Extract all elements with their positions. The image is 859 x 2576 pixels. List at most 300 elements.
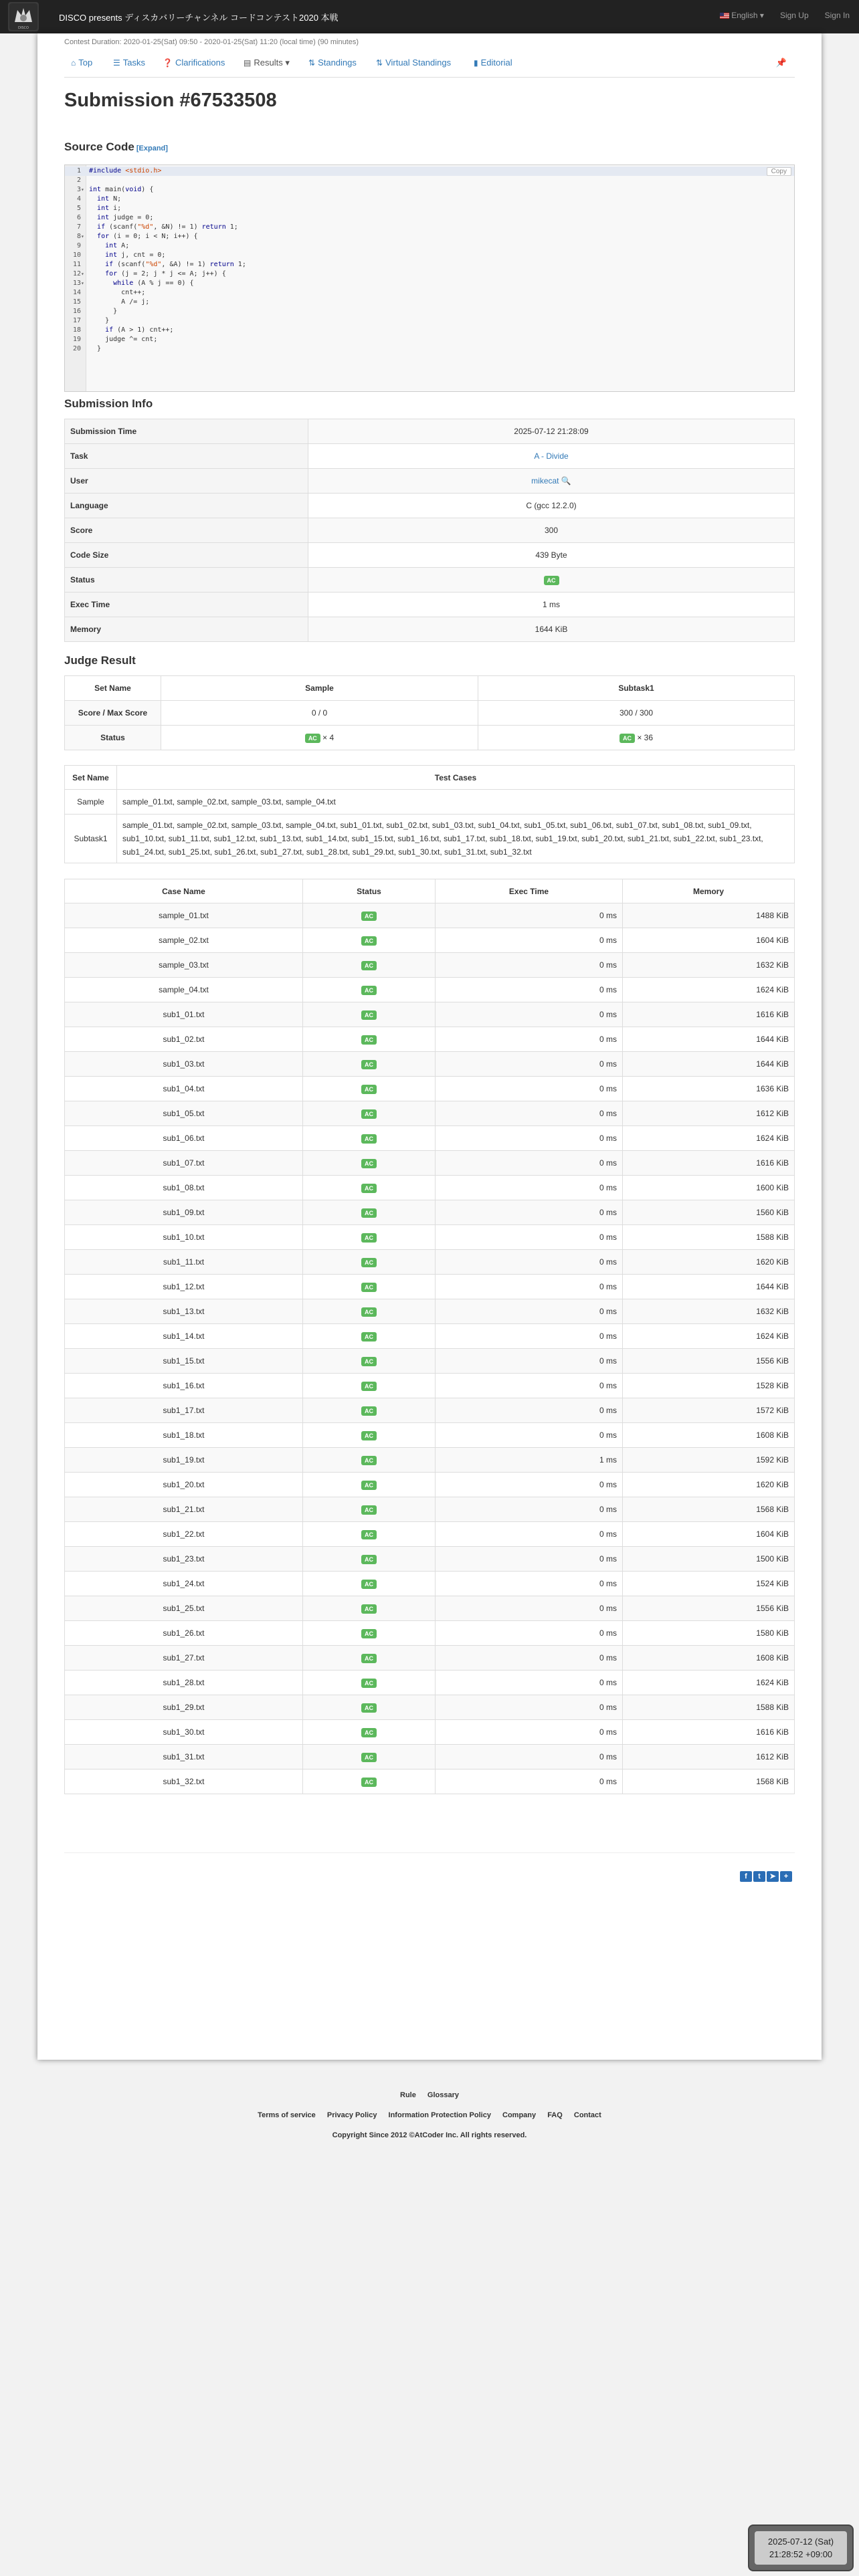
- table-row: [65, 419, 795, 444]
- case-name: sub1_10.txt: [65, 1225, 303, 1250]
- case-name: sub1_31.txt: [65, 1745, 303, 1769]
- table-row: [65, 543, 795, 568]
- footer-link[interactable]: Contact: [573, 2111, 601, 2119]
- status-badge: AC: [361, 1208, 377, 1218]
- pin-icon[interactable]: 📌: [775, 58, 787, 68]
- case-status-cell: [303, 953, 436, 978]
- column-header: Set Name: [65, 766, 117, 790]
- main-panel: [37, 33, 822, 2060]
- status-badge: AC: [361, 1728, 377, 1737]
- case-memory: 1588 KiB: [623, 1695, 795, 1720]
- case-memory: 1560 KiB: [623, 1200, 795, 1225]
- table-row: [65, 1126, 795, 1151]
- status-badge: AC: [361, 1629, 377, 1638]
- status-badge: AC: [361, 1060, 377, 1069]
- status-badge: AC: [361, 1307, 377, 1317]
- case-name: sub1_28.txt: [65, 1671, 303, 1695]
- case-status-cell: [303, 1423, 436, 1448]
- case-memory: 1632 KiB: [623, 953, 795, 978]
- case-name: sub1_23.txt: [65, 1547, 303, 1572]
- row-label: Memory: [65, 617, 308, 642]
- status-badge: AC: [361, 1778, 377, 1787]
- table-row: [65, 1077, 795, 1101]
- status-badge: AC: [361, 1357, 377, 1366]
- book-icon: ▮: [474, 58, 478, 68]
- case-name: sub1_30.txt: [65, 1720, 303, 1745]
- table-row: [65, 1176, 795, 1200]
- table-row: [65, 903, 795, 928]
- case-name: sub1_25.txt: [65, 1596, 303, 1621]
- case-name: sub1_27.txt: [65, 1646, 303, 1671]
- test-sets-table: [64, 765, 795, 863]
- status-badge: AC: [361, 1505, 377, 1515]
- code-line: 4 int N;: [76, 195, 122, 203]
- case-memory: 1636 KiB: [623, 1077, 795, 1101]
- share-buttons: [740, 1871, 792, 1882]
- footer-link[interactable]: Glossary: [427, 2091, 459, 2099]
- case-name: sub1_07.txt: [65, 1151, 303, 1176]
- case-exec-time: 0 ms: [436, 1646, 623, 1671]
- case-name: sample_02.txt: [65, 928, 303, 953]
- case-name: sub1_02.txt: [65, 1027, 303, 1052]
- case-status-cell: [303, 1002, 436, 1027]
- table-row: [65, 1522, 795, 1547]
- case-name: sub1_04.txt: [65, 1077, 303, 1101]
- case-status-cell: [303, 1200, 436, 1225]
- footer-link[interactable]: Company: [502, 2111, 537, 2119]
- case-status-cell: [303, 1126, 436, 1151]
- score-value: 300: [308, 518, 795, 543]
- case-exec-time: 0 ms: [436, 1473, 623, 1497]
- case-status-cell: [303, 903, 436, 928]
- case-exec-time: 0 ms: [436, 1176, 623, 1200]
- status-badge: AC: [361, 1604, 377, 1614]
- case-status-cell: [303, 1250, 436, 1275]
- sort-icon: ⇅: [376, 58, 383, 68]
- case-memory: 1644 KiB: [623, 1027, 795, 1052]
- status-badge: AC: [361, 1035, 377, 1045]
- case-exec-time: 0 ms: [436, 1547, 623, 1572]
- status-cell: [478, 726, 795, 750]
- table-row: [65, 518, 795, 543]
- case-memory: 1624 KiB: [623, 1671, 795, 1695]
- language-value: C (gcc 12.2.0): [308, 494, 795, 518]
- row-label: Submission Time: [65, 419, 308, 444]
- case-exec-time: 0 ms: [436, 1596, 623, 1621]
- case-exec-time: 0 ms: [436, 1398, 623, 1423]
- case-status-cell: [303, 1745, 436, 1769]
- case-memory: 1612 KiB: [623, 1745, 795, 1769]
- case-exec-time: 0 ms: [436, 1324, 623, 1349]
- table-row: [65, 1398, 795, 1423]
- table-row: [65, 1646, 795, 1671]
- case-name: sub1_19.txt: [65, 1448, 303, 1473]
- search-icon[interactable]: 🔍: [561, 476, 571, 486]
- case-memory: 1608 KiB: [623, 1423, 795, 1448]
- case-exec-time: 0 ms: [436, 1002, 623, 1027]
- page-title: Submission #67533508: [64, 90, 277, 111]
- code-line: 14 cnt++;: [72, 289, 146, 296]
- case-exec-time: 0 ms: [436, 1671, 623, 1695]
- question-circle-icon: ❓: [163, 58, 173, 68]
- contest-logo[interactable]: [8, 2, 39, 31]
- telegram-icon[interactable]: ➤: [767, 1871, 779, 1882]
- status-count: × 36: [637, 732, 654, 742]
- case-status-cell: [303, 1299, 436, 1324]
- code-line: 10 int j, cnt = 0;: [72, 251, 166, 259]
- status-badge: AC: [361, 1679, 377, 1688]
- table-row: [65, 1423, 795, 1448]
- table-row: [65, 928, 795, 953]
- case-memory: 1568 KiB: [623, 1769, 795, 1794]
- status-badge: AC: [361, 1332, 377, 1341]
- status-badge: AC: [361, 1753, 377, 1762]
- case-name: sub1_08.txt: [65, 1176, 303, 1200]
- status-badge: AC: [361, 1283, 377, 1292]
- status-badge: AC: [361, 1134, 377, 1144]
- table-row: [65, 1497, 795, 1522]
- sign-up-link[interactable]: Sign Up: [779, 11, 809, 20]
- status-badge: AC: [361, 1431, 377, 1440]
- case-exec-time: 0 ms: [436, 1423, 623, 1448]
- case-memory: 1604 KiB: [623, 928, 795, 953]
- case-exec-time: 0 ms: [436, 953, 623, 978]
- column-header: Memory: [623, 879, 795, 903]
- tab-clarifications[interactable]: ❓ Clarifications: [163, 58, 225, 68]
- case-exec-time: 0 ms: [436, 1621, 623, 1646]
- table-row: [65, 1745, 795, 1769]
- case-name: sub1_20.txt: [65, 1473, 303, 1497]
- svg-text:DISCO: DISCO: [18, 26, 29, 30]
- case-memory: 1624 KiB: [623, 1126, 795, 1151]
- case-memory: 1568 KiB: [623, 1497, 795, 1522]
- status-badge: AC: [361, 961, 377, 970]
- contest-duration: Contest Duration: 2020-01-25(Sat) 09:50 - 2020-01-25(Sat) 11:20 (local time) (90 minutes): [64, 38, 359, 46]
- facebook-icon[interactable]: f: [740, 1871, 752, 1882]
- case-exec-time: 0 ms: [436, 1077, 623, 1101]
- case-exec-time: 0 ms: [436, 1522, 623, 1547]
- case-status-cell: [303, 928, 436, 953]
- case-status-cell: [303, 1176, 436, 1200]
- row-label: Status: [65, 726, 161, 750]
- table-row: [65, 1250, 795, 1275]
- code-line: 2: [76, 177, 81, 184]
- case-memory: 1616 KiB: [623, 1720, 795, 1745]
- fixed-clock: [748, 2525, 854, 2571]
- case-exec-time: 0 ms: [436, 1126, 623, 1151]
- set-cases: sample_01.txt, sample_02.txt, sample_03.txt, sample_04.txt, sub1_01.txt, sub1_02.txt, sub1_03.txt, sub1_04.txt, sub1_05.txt, sub1_06.txt, sub1_07.txt, sub1_08.txt, sub1_09.txt, sub1_10.txt, sub1_11.txt, sub1_12.txt, sub1_13.txt, sub1_14.txt, sub1_15.txt, sub1_16.txt, sub1_17.txt, sub1_18.txt, sub1_19.txt, sub1_20.txt, sub1_21.txt, sub1_22.txt, sub1_23.txt, sub1_24.txt, sub1_25.txt, sub1_26.txt, sub1_27.txt, sub1_28.txt, sub1_29.txt, sub1_30.txt, sub1_31.txt, sub1_32.txt: [117, 815, 795, 863]
- table-row: [65, 1275, 795, 1299]
- row-label: Code Size: [65, 543, 308, 568]
- table-row: [65, 1027, 795, 1052]
- case-exec-time: 0 ms: [436, 928, 623, 953]
- case-exec-time: 1 ms: [436, 1448, 623, 1473]
- status-badge: AC: [361, 911, 377, 921]
- case-memory: 1528 KiB: [623, 1374, 795, 1398]
- status-badge: AC: [544, 576, 559, 585]
- status-badge: AC: [361, 1703, 377, 1713]
- row-label: Task: [65, 444, 308, 469]
- case-name: sub1_24.txt: [65, 1572, 303, 1596]
- tab-results[interactable]: ▤ Results ▾: [244, 58, 290, 68]
- results-icon: ▤: [244, 58, 252, 68]
- case-name: sub1_17.txt: [65, 1398, 303, 1423]
- case-memory: 1624 KiB: [623, 978, 795, 1002]
- row-label: Score / Max Score: [65, 701, 161, 726]
- status-badge: AC: [361, 1456, 377, 1465]
- case-status-cell: [303, 1522, 436, 1547]
- code-line: 20 }: [72, 345, 102, 352]
- table-row: [65, 1200, 795, 1225]
- case-status-cell: [303, 978, 436, 1002]
- case-status-cell: [303, 1225, 436, 1250]
- home-icon: ⌂: [71, 58, 76, 68]
- clock-display: [755, 2531, 847, 2565]
- case-status-cell: [303, 1275, 436, 1299]
- status-badge: AC: [361, 1481, 377, 1490]
- plus-icon[interactable]: +: [780, 1871, 792, 1882]
- case-exec-time: 0 ms: [436, 903, 623, 928]
- case-exec-time: 0 ms: [436, 1275, 623, 1299]
- code-line: 7 if (scanf("%d", &N) != 1) return 1;: [76, 223, 238, 231]
- case-memory: 1620 KiB: [623, 1473, 795, 1497]
- case-memory: 1612 KiB: [623, 1101, 795, 1126]
- column-header: Test Cases: [117, 766, 795, 790]
- table-row: [65, 1225, 795, 1250]
- code-line: 3▾ int main(void) {: [76, 186, 154, 193]
- sign-in-link[interactable]: Sign In: [824, 11, 850, 20]
- footer-link[interactable]: Rule: [400, 2091, 416, 2099]
- footer-link[interactable]: Privacy Policy: [326, 2111, 377, 2119]
- case-status-cell: [303, 1448, 436, 1473]
- case-name: sample_03.txt: [65, 953, 303, 978]
- test-cases-table: [64, 879, 795, 1794]
- top-right-menu: [720, 11, 850, 20]
- code-line: 17 }: [72, 317, 110, 324]
- table-row: [65, 1299, 795, 1324]
- contest-title-link[interactable]: DISCO presents ディスカバリーチャンネル コードコンテスト2020 本戦: [59, 13, 339, 23]
- row-label: Status: [65, 568, 308, 593]
- column-header: Subtask1: [478, 676, 795, 701]
- twitter-icon[interactable]: t: [753, 1871, 765, 1882]
- set-cases: sample_01.txt, sample_02.txt, sample_03.txt, sample_04.txt: [117, 790, 795, 815]
- case-memory: 1592 KiB: [623, 1448, 795, 1473]
- code-line: 18 if (A > 1) cnt++;: [72, 326, 174, 334]
- status-badge: AC: [361, 1580, 377, 1589]
- language-dropdown[interactable]: English ▾: [720, 11, 764, 20]
- case-status-cell: [303, 1052, 436, 1077]
- case-name: sub1_15.txt: [65, 1349, 303, 1374]
- case-memory: 1580 KiB: [623, 1621, 795, 1646]
- case-memory: 1500 KiB: [623, 1547, 795, 1572]
- table-row: [65, 1671, 795, 1695]
- clock-time: 21:28:52 +09:00: [769, 2549, 833, 2559]
- source-code-heading: Source Code [Expand]: [64, 140, 168, 153]
- status-badge: AC: [361, 1258, 377, 1267]
- case-exec-time: 0 ms: [436, 1745, 623, 1769]
- divider: [64, 1852, 795, 1853]
- case-name: sub1_22.txt: [65, 1522, 303, 1547]
- table-row: [65, 1720, 795, 1745]
- code-line: 11 if (scanf("%d", &A) != 1) return 1;: [72, 261, 246, 268]
- case-name: sub1_01.txt: [65, 1002, 303, 1027]
- footer-link[interactable]: Terms of service: [258, 2111, 316, 2119]
- code-size-value: 439 Byte: [308, 543, 795, 568]
- clock-date: 2025-07-12 (Sat): [767, 2537, 834, 2547]
- column-header: Status: [303, 879, 436, 903]
- case-exec-time: 0 ms: [436, 1151, 623, 1176]
- case-status-cell: [303, 1695, 436, 1720]
- tab-tasks[interactable]: ☰ Tasks: [113, 58, 145, 68]
- table-row: [65, 1769, 795, 1794]
- column-header: Set Name: [65, 676, 161, 701]
- table-row: [65, 469, 795, 494]
- case-memory: 1608 KiB: [623, 1646, 795, 1671]
- case-name: sample_01.txt: [65, 903, 303, 928]
- tab-virtual-standings[interactable]: ⇅ Virtual Standings: [376, 58, 452, 68]
- tab-top[interactable]: ⌂ Top: [71, 58, 93, 68]
- case-exec-time: 0 ms: [436, 1299, 623, 1324]
- case-exec-time: 0 ms: [436, 1101, 623, 1126]
- table-row: [65, 879, 795, 903]
- status-count: × 4: [322, 732, 335, 742]
- case-name: sub1_09.txt: [65, 1200, 303, 1225]
- table-row: [65, 701, 795, 726]
- code-line: 8▾ for (i = 0; i < N; i++) {: [76, 233, 198, 240]
- task-link[interactable]: A - Divide: [534, 451, 569, 461]
- case-status-cell: [303, 1621, 436, 1646]
- table-row: [65, 815, 795, 863]
- case-exec-time: 0 ms: [436, 1052, 623, 1077]
- judge-result-table: [64, 675, 795, 750]
- code-line: 12▾ for (j = 2; j * j <= A; j++) {: [72, 270, 226, 278]
- submission-info-heading: Submission Info: [64, 397, 153, 410]
- case-memory: 1624 KiB: [623, 1324, 795, 1349]
- case-name: sub1_16.txt: [65, 1374, 303, 1398]
- case-name: sub1_03.txt: [65, 1052, 303, 1077]
- case-name: sample_04.txt: [65, 978, 303, 1002]
- code-line: 9 int A;: [76, 242, 130, 249]
- table-row: [65, 1547, 795, 1572]
- case-memory: 1616 KiB: [623, 1151, 795, 1176]
- case-memory: 1588 KiB: [623, 1225, 795, 1250]
- table-row: [65, 1151, 795, 1176]
- status-badge: AC: [361, 986, 377, 995]
- test-cases-body: [65, 903, 795, 1794]
- row-label: Exec Time: [65, 593, 308, 617]
- tab-editorial[interactable]: ▮ Editorial: [474, 58, 512, 68]
- status-badge: AC: [361, 1159, 377, 1168]
- case-memory: 1572 KiB: [623, 1398, 795, 1423]
- case-exec-time: 0 ms: [436, 1572, 623, 1596]
- status-badge: AC: [305, 734, 320, 743]
- case-status-cell: [303, 1151, 436, 1176]
- table-row: [65, 953, 795, 978]
- case-memory: 1524 KiB: [623, 1572, 795, 1596]
- case-memory: 1556 KiB: [623, 1596, 795, 1621]
- list-icon: ☰: [113, 58, 120, 68]
- case-status-cell: [303, 1769, 436, 1794]
- row-label: Language: [65, 494, 308, 518]
- status-cell: [161, 726, 478, 750]
- footer-link[interactable]: Information Protection Policy: [388, 2111, 491, 2119]
- row-label: User: [65, 469, 308, 494]
- case-name: sub1_06.txt: [65, 1126, 303, 1151]
- table-row: [65, 1052, 795, 1077]
- table-row: [65, 1101, 795, 1126]
- submission-info-table: [64, 419, 795, 642]
- source-code-box[interactable]: [64, 165, 795, 392]
- case-status-cell: [303, 1671, 436, 1695]
- case-status-cell: [303, 1497, 436, 1522]
- code-line: 15 A /= j;: [72, 298, 150, 306]
- status-badge: AC: [619, 734, 635, 743]
- case-status-cell: [303, 1027, 436, 1052]
- expand-link[interactable]: [Expand]: [136, 144, 168, 152]
- table-row: [65, 494, 795, 518]
- case-name: sub1_29.txt: [65, 1695, 303, 1720]
- disco-logo-icon: [8, 2, 39, 31]
- set-name: Sample: [65, 790, 117, 815]
- case-status-cell: [303, 1324, 436, 1349]
- code-line: 6 int judge = 0;: [76, 214, 154, 221]
- tab-standings[interactable]: ⇅ Standings: [308, 58, 357, 68]
- code-line: 13▾ while (A % j == 0) {: [72, 280, 194, 287]
- case-memory: 1632 KiB: [623, 1299, 795, 1324]
- score-cell: 300 / 300: [478, 701, 795, 726]
- case-status-cell: [303, 1101, 436, 1126]
- set-name: Subtask1: [65, 815, 117, 863]
- case-exec-time: 0 ms: [436, 978, 623, 1002]
- case-name: sub1_26.txt: [65, 1621, 303, 1646]
- status-badge: AC: [361, 1085, 377, 1094]
- table-row: [65, 568, 795, 593]
- exec-time-value: 1 ms: [308, 593, 795, 617]
- case-exec-time: 0 ms: [436, 1695, 623, 1720]
- copy-button[interactable]: Copy: [767, 167, 791, 176]
- case-status-cell: [303, 1720, 436, 1745]
- footer-links-secondary: [0, 2111, 859, 2119]
- table-row: [65, 1448, 795, 1473]
- case-status-cell: [303, 1547, 436, 1572]
- memory-value: 1644 KiB: [308, 617, 795, 642]
- column-header: Sample: [161, 676, 478, 701]
- table-row: [65, 1374, 795, 1398]
- case-name: sub1_13.txt: [65, 1299, 303, 1324]
- status-badge: AC: [361, 936, 377, 946]
- case-status-cell: [303, 1646, 436, 1671]
- case-memory: 1616 KiB: [623, 1002, 795, 1027]
- table-row: [65, 1349, 795, 1374]
- table-row: [65, 978, 795, 1002]
- row-label: Score: [65, 518, 308, 543]
- footer-link[interactable]: FAQ: [547, 2111, 563, 2119]
- table-row: [65, 1002, 795, 1027]
- score-cell: 0 / 0: [161, 701, 478, 726]
- user-link[interactable]: mikecat: [531, 476, 559, 486]
- status-badge: AC: [361, 1555, 377, 1564]
- case-exec-time: 0 ms: [436, 1200, 623, 1225]
- table-row: [65, 1572, 795, 1596]
- status-badge: AC: [361, 1530, 377, 1539]
- case-memory: 1644 KiB: [623, 1275, 795, 1299]
- case-name: sub1_14.txt: [65, 1324, 303, 1349]
- code-line: 19 judge ^= cnt;: [72, 336, 158, 343]
- case-status-cell: [303, 1572, 436, 1596]
- table-row: [65, 1324, 795, 1349]
- case-status-cell: [303, 1374, 436, 1398]
- table-row: [65, 726, 795, 750]
